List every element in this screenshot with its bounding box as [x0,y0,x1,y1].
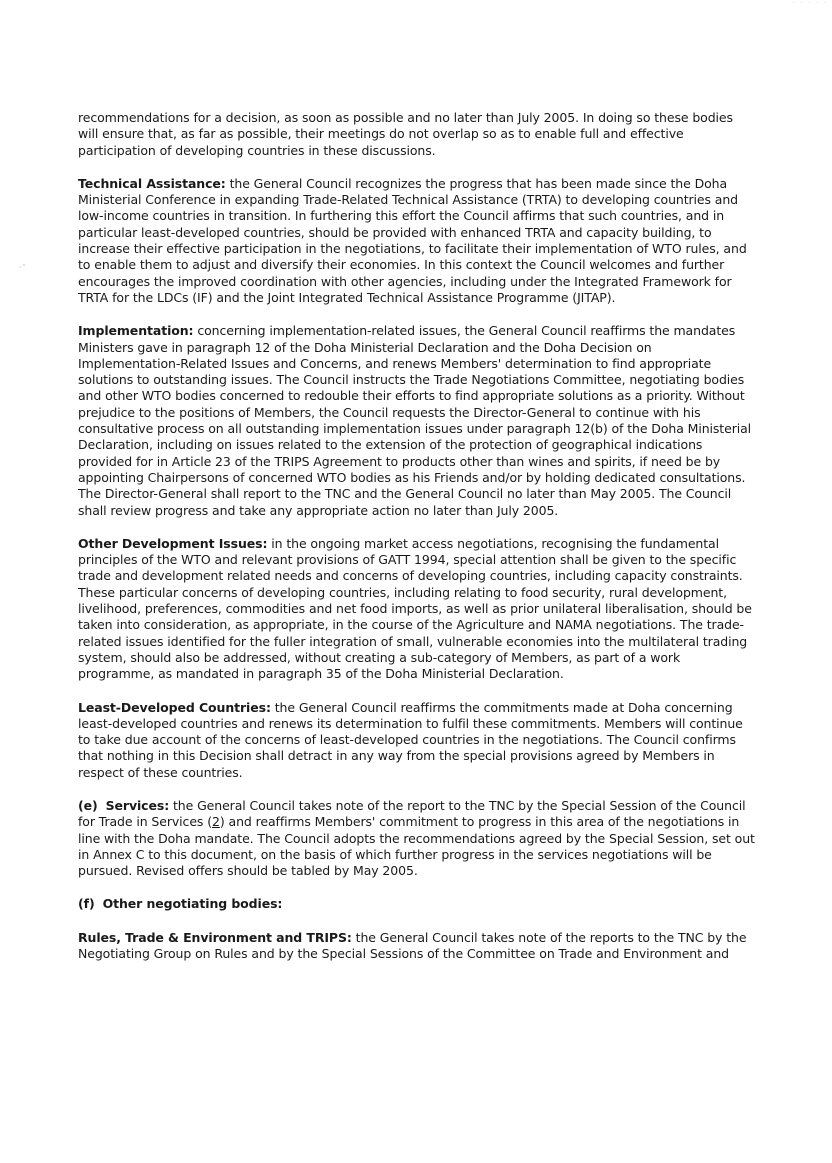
paragraph-rules [78,930,756,963]
scan-artifact-corner: · · · · · [792,0,828,7]
services-marker: (e) [78,797,98,813]
services-text-after: ) and reaffirms Members' commitment to progress in this area of the negotiations in line with the Doha mandate. The Council adopts the recommendations agreed by the Special Session, set out in Annex C to this document, on the basis of which further progress in the services negotiations will be pursued. Revised offers should be tabled by May 2005. [78,814,755,879]
paragraph-least-developed [78,700,756,781]
scan-artifact-speck: ᛫˜ [18,264,26,272]
ldc-text: the General Council reaffirms the commitments made at Doha concerning least-developed countries and renews its determination to fulfil these commitments. Members will continue to take due account of the concerns of least-developed countries in the negotiations. The Council confirms that nothing in this Decision shall detract in any way from the special provisions agreed by Members in respect of these countries. [78,699,743,780]
paragraph-other-negotiating-bodies [78,896,756,912]
ldc-heading: Least-Developed Countries: [78,699,271,715]
other-bodies-marker: (f) [78,896,95,912]
other-bodies-heading: Other negotiating bodies: [102,896,283,912]
paragraph-services [78,798,756,879]
intro-text: recommendations for a decision, as soon as possible and no later than July 2005. In doing so these bodies will ensure that, as far as possible, their meetings do not overlap so as to enable full and effective participation of developing countries in these discussions. [78,110,733,158]
implementation-text: concerning implementation-related issues, the General Council reaffirms the mandates Ministers gave in paragraph 12 of the Doha Ministerial Declaration and the Doha Decision on Implementation-Related Issues and Concerns, and renews Members' determination to find appropriate solutions to outstanding issues. The Council instructs the Trade Negotiations Committee, negotiating bodies and other WTO bodies concerned to redouble their efforts to find appropriate solutions as a priority. Without prejudice to the positions of Members, the Council requests the Director-General to continue with his consultative process on all outstanding implementation issues under paragraph 12(b) of the Doha Ministerial Declaration, including on issues related to the extension of the protection of geographical indications provided for in Article 23 of the TRIPS Agreement to products other than wines and spirits, if need be by appointing Chairpersons of concerned WTO bodies as his Friends and/or by holding dedicated consultations. The Director-General shall report to the TNC and the General Council no later than May 2005. The Council shall review progress and take any appropriate action no later than July 2005. [78,323,752,518]
rules-heading: Rules, Trade & Environment and TRIPS: [78,929,352,945]
paragraph-implementation [78,323,756,519]
services-heading: Services: [105,797,170,813]
paragraph-technical-assistance [78,176,756,306]
footnote-link-2[interactable]: 2 [212,814,220,830]
other-development-heading: Other Development Issues: [78,535,268,551]
paragraph-intro [78,110,756,159]
rules-text: the General Council takes note of the reports to the TNC by the Negotiating Group on Rules and by the Special Sessions of the Committee on Trade and Environment and [78,929,747,962]
implementation-heading: Implementation: [78,323,194,339]
technical-assistance-heading: Technical Assistance: [78,175,226,191]
other-development-text: in the ongoing market access negotiations, recognising the fundamental principles of the WTO and relevant provisions of GATT 1994, special attention shall be given to the specific trade and development related needs and concerns of developing countries, including capacity constraints. These particular concerns of developing countries, including relating to food security, rural development, livelihood, preferences, commodities and net food imports, as well as prior unilateral liberalisation, should be taken into consideration, as appropriate, in the course of the Agriculture and NAMA negotiations. The trade-related issues identified for the fuller integration of small, vulnerable economies into the multilateral trading system, should also be addressed, without creating a sub-category of Members, as part of a work programme, as mandated in paragraph 35 of the Doha Ministerial Declaration. [78,535,752,682]
document-page [78,110,756,979]
paragraph-other-development [78,536,756,683]
technical-assistance-text: the General Council recognizes the progress that has been made since the Doha Ministerial Conference in expanding Trade-Related Technical Assistance (TRTA) to developing countries and low-income countries in transition. In furthering this effort the Council affirms that such countries, and in particular least-developed countries, should be provided with enhanced TRTA and capacity building, to increase their effective participation in the negotiations, to facilitate their implementation of WTO rules, and to enable them to adjust and diversify their economies. In this context the Council welcomes and further encourages the improved coordination with other agencies, including under the Integrated Framework for TRTA for the LDCs (IF) and the Joint Integrated Technical Assistance Programme (JITAP). [78,175,747,305]
services-text-before: the General Council takes note of the report to the TNC by the Special Session of the Council for Trade in Services ( [78,797,746,830]
